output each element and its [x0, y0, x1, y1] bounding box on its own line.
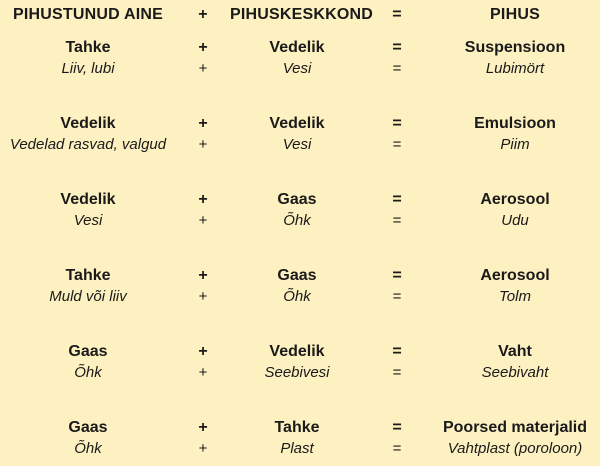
table-row — [0, 417, 600, 439]
example-medium: Vesi — [282, 136, 312, 153]
dispersed-substance: Gaas — [68, 419, 108, 436]
example-medium: Õhk — [283, 288, 311, 305]
header-dispersion: PIHUS — [490, 6, 540, 23]
dispersion-type: Aerosool — [480, 267, 550, 284]
plus-sign: + — [198, 267, 208, 284]
dispersed-substance: Vedelik — [60, 191, 116, 208]
equals-sign: = — [392, 60, 402, 77]
dispersion-medium: Vedelik — [269, 39, 325, 56]
example-row — [0, 438, 600, 460]
equals-sign: = — [392, 288, 402, 305]
dispersion-type: Emulsioon — [474, 115, 556, 132]
header-dispersed-substance: PIHUSTUNUD AINE — [13, 6, 163, 23]
equals-sign: = — [392, 212, 402, 229]
dispersion-medium: Gaas — [277, 191, 317, 208]
example-row — [0, 362, 600, 384]
plus-sign: + — [198, 191, 208, 208]
example-result: Piim — [500, 136, 530, 153]
example-row — [0, 134, 600, 156]
example-row — [0, 58, 600, 80]
plus-sign: + — [198, 419, 208, 436]
example-dispersed: Vedelad rasvad, valgud — [9, 136, 167, 153]
plus-sign: + — [198, 364, 208, 381]
example-dispersed: Õhk — [74, 440, 102, 457]
dispersion-medium: Vedelik — [269, 343, 325, 360]
table-row — [0, 113, 600, 135]
table-row — [0, 37, 600, 59]
example-medium: Seebivesi — [264, 364, 330, 381]
equals-sign: = — [392, 191, 402, 208]
equals-sign: = — [392, 419, 402, 436]
dispersion-medium: Tahke — [274, 419, 320, 436]
example-row — [0, 210, 600, 232]
dispersion-type: Vaht — [498, 343, 532, 360]
dispersed-substance: Tahke — [65, 39, 111, 56]
dispersion-type: Suspensioon — [464, 39, 566, 56]
equals-sign: = — [392, 115, 402, 132]
dispersion-type: Poorsed materjalid — [442, 419, 588, 436]
example-result: Vahtplast (poroloon) — [447, 440, 583, 457]
plus-sign: + — [198, 440, 208, 457]
dispersed-substance: Gaas — [68, 343, 108, 360]
example-medium: Plast — [280, 440, 314, 457]
example-medium: Vesi — [282, 60, 312, 77]
plus-sign: + — [198, 212, 208, 229]
example-dispersed: Muld või liiv — [49, 288, 127, 305]
table-header — [0, 4, 600, 26]
equals-sign: = — [392, 267, 402, 284]
table-row — [0, 341, 600, 363]
table-row — [0, 189, 600, 211]
header-equals-sign: = — [392, 6, 402, 23]
example-dispersed: Vesi — [73, 212, 103, 229]
example-dispersed: Liiv, lubi — [61, 60, 115, 77]
dispersion-medium: Gaas — [277, 267, 317, 284]
example-result: Lubimört — [485, 60, 545, 77]
header-dispersion-medium: PIHUSKESKKOND — [230, 6, 374, 23]
plus-sign: + — [198, 288, 208, 305]
plus-sign: + — [198, 60, 208, 77]
example-result: Seebivaht — [481, 364, 549, 381]
example-result: Tolm — [499, 288, 531, 305]
plus-sign: + — [198, 136, 208, 153]
equals-sign: = — [392, 440, 402, 457]
example-row — [0, 286, 600, 308]
example-medium: Õhk — [283, 212, 311, 229]
dispersion-medium: Vedelik — [269, 115, 325, 132]
equals-sign: = — [392, 39, 402, 56]
plus-sign: + — [198, 343, 208, 360]
header-plus-sign: + — [198, 6, 208, 23]
dispersed-substance: Vedelik — [60, 115, 116, 132]
dispersion-type: Aerosool — [480, 191, 550, 208]
example-result: Udu — [501, 212, 529, 229]
example-dispersed: Õhk — [74, 364, 102, 381]
plus-sign: + — [198, 39, 208, 56]
equals-sign: = — [392, 364, 402, 381]
equals-sign: = — [392, 136, 402, 153]
dispersed-substance: Tahke — [65, 267, 111, 284]
table-row — [0, 265, 600, 287]
equals-sign: = — [392, 343, 402, 360]
plus-sign: + — [198, 115, 208, 132]
